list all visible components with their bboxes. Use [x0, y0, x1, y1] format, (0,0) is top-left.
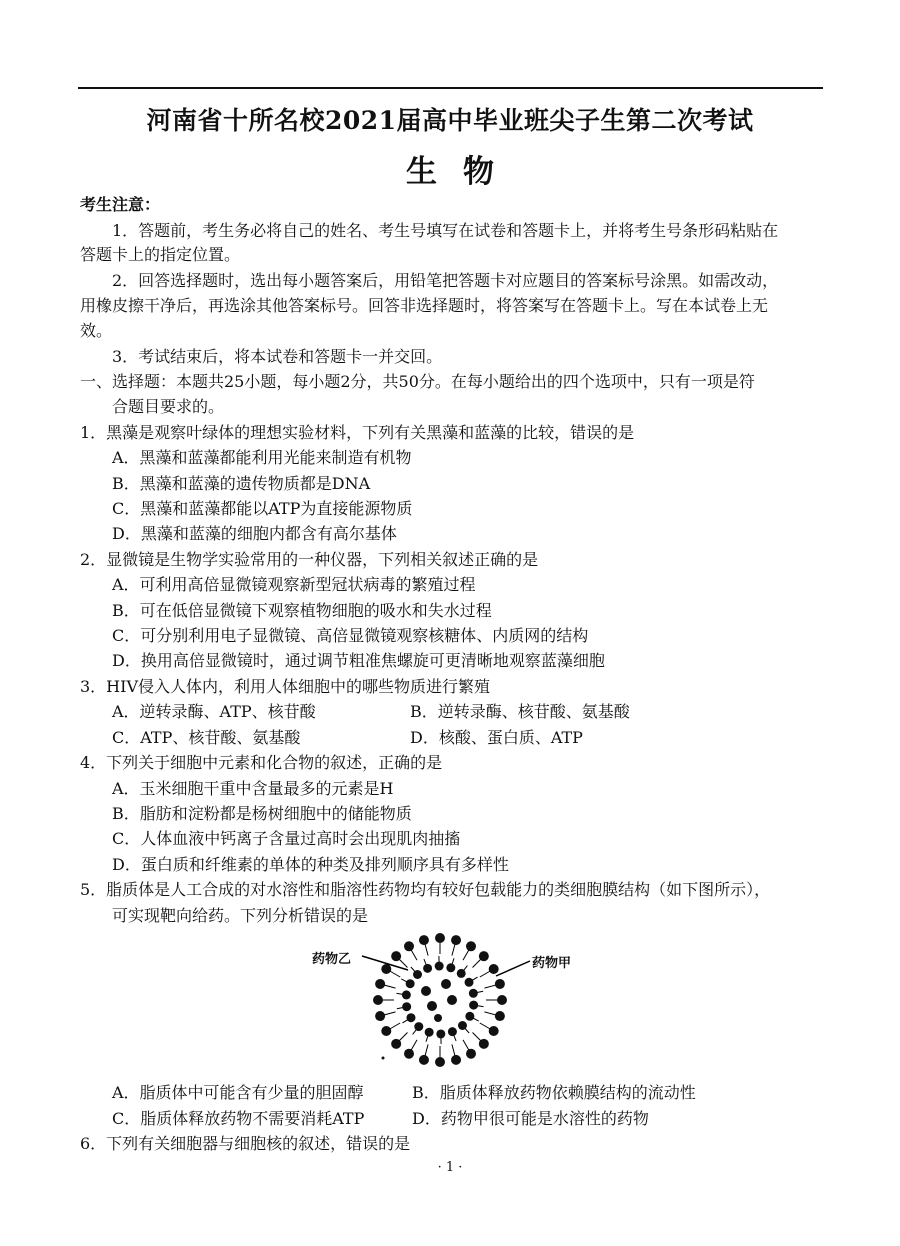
lipid-head [435, 1057, 445, 1067]
dot-mark [382, 1057, 385, 1060]
lipid-head [435, 933, 445, 943]
question-1-option-c: C．黑藻和蓝藻都能以ATP为直接能源物质 [112, 499, 413, 518]
question-5-stem: 5．脂质体是人工合成的对水溶性和脂溶性药物均有较好包载能力的类细胞膜结构（如下图所示）， [80, 880, 771, 899]
notice-item-3: 3．考试结束后，将本试卷和答题卡一并交回。 [112, 347, 443, 366]
inner-drug-dot [447, 995, 457, 1005]
question-2-option-c: C．可分别利用电子显微镜、高倍显微镜观察核糖体、内质网的结构 [112, 626, 589, 645]
lipid-head [465, 978, 474, 987]
question-3-option-b: B．逆转录酶、核苷酸、氨基酸 [410, 702, 630, 721]
question-3-stem: 3．HIV侵入人体内，利用人体细胞中的哪些物质进行繁殖 [80, 677, 491, 696]
lipid-head [469, 1001, 478, 1010]
exam-title: 河南省十所名校2021届高中毕业班尖子生第二次考试 [146, 106, 754, 135]
lipid-head [419, 1055, 429, 1065]
lipid-head [436, 1029, 445, 1038]
question-3-option-a: A．逆转录酶、ATP、核苷酸 [112, 702, 316, 721]
lipid-head [446, 963, 455, 972]
lipid-head [451, 1055, 461, 1065]
section-heading-cont: 合题目要求的。 [112, 397, 225, 416]
question-5-option-a: A．脂质体中可能含有少量的胆固醇 [112, 1083, 364, 1102]
lipid-head [469, 989, 478, 998]
lipid-head [391, 951, 401, 961]
lipid-head [414, 1022, 423, 1031]
question-1-option-d: D．黑藻和蓝藻的细胞内都含有高尔基体 [112, 524, 397, 543]
subject-title: 生物 [406, 154, 520, 190]
notice-item-2-cont: 用橡皮擦干净后，再选涂其他答案标号。回答非选择题时，将答案写在答题卡上。写在本试卷上无 [80, 296, 769, 315]
inner-drug-dot [434, 1014, 442, 1022]
lipid-head [381, 964, 391, 974]
notice-item-2-end: 效。 [80, 321, 113, 340]
lipid-head [381, 1026, 391, 1036]
question-3-option-c: C．ATP、核苷酸、氨基酸 [112, 728, 301, 747]
question-4-option-a: A．玉米细胞干重中含量最多的元素是H [112, 779, 394, 798]
lipid-head [465, 1012, 474, 1021]
header-rule [78, 87, 823, 89]
question-1-stem: 1．黑藻是观察叶绿体的理想实验材料，下列有关黑藻和蓝藻的比较，错误的是 [80, 423, 635, 442]
lipid-head [458, 1021, 467, 1030]
lipid-head [406, 1013, 415, 1022]
lipid-head [448, 1027, 457, 1036]
question-6-stem: 6．下列有关细胞器与细胞核的叙述，错误的是 [80, 1134, 411, 1153]
lipid-head [479, 951, 489, 961]
lipid-head [404, 941, 414, 951]
section-heading: 一、选择题：本题共25小题，每小题2分，共50分。在每小题给出的四个选项中，只有一项是符 [80, 372, 755, 391]
lipid-head [495, 1011, 505, 1021]
lipid-head [413, 970, 422, 979]
lipid-head [402, 990, 411, 999]
question-5-stem-cont: 可实现靶向给药。下列分析错误的是 [112, 906, 369, 925]
question-5-option-b: B．脂质体释放药物依赖膜结构的流动性 [412, 1083, 696, 1102]
lipid-head [466, 941, 476, 951]
figure-label-drug-a: 药物甲 [532, 956, 572, 971]
pointer-line-drug-a [496, 961, 530, 976]
lipid-head [451, 935, 461, 945]
lipid-head [375, 1011, 385, 1021]
inner-drug-dot [421, 986, 431, 996]
inner-drug-dot [427, 1001, 437, 1011]
question-3-option-d: D．核酸、蛋白质、ATP [410, 728, 583, 747]
lipid-head [489, 964, 499, 974]
notice-item-1: 1．答题前，考生务必将自己的姓名、考生号填写在试卷和答题卡上，并将考生号条形码粘贴在 [112, 221, 779, 240]
lipid-head [425, 1028, 434, 1037]
lipid-head [404, 1049, 414, 1059]
notice-item-2: 2．回答选择题时，选出每小题答案后，用铅笔把答题卡对应题目的答案标号涂黑。如需改动， [112, 271, 779, 290]
page-number: · 1 · [437, 1160, 463, 1175]
question-2-option-a: A．可利用高倍显微镜观察新型冠状病毒的繁殖过程 [112, 575, 476, 594]
lipid-head [489, 1026, 499, 1036]
lipid-head [457, 969, 466, 978]
question-1-option-b: B．黑藻和蓝藻的遗传物质都是DNA [112, 474, 371, 493]
lipid-head [375, 979, 385, 989]
lipid-head [466, 1049, 476, 1059]
liposome-figure [300, 928, 600, 1068]
question-4-option-d: D．蛋白质和纤维素的单体的种类及排列顺序具有多样性 [112, 855, 509, 874]
figure-label-drug-b: 药物乙 [312, 952, 352, 967]
lipid-head [402, 1002, 411, 1011]
question-4-stem: 4．下列关于细胞中元素和化合物的叙述，正确的是 [80, 753, 443, 772]
question-4-option-c: C．人体血液中钙离子含量过高时会出现肌肉抽搐 [112, 829, 461, 848]
lipid-head [497, 995, 507, 1005]
lipid-head [406, 979, 415, 988]
question-5-option-c: C．脂质体释放药物不需要消耗ATP [112, 1109, 365, 1128]
question-5-option-d: D．药物甲很可能是水溶性的药物 [412, 1109, 649, 1128]
liposome-diagram [300, 928, 600, 1068]
lipid-head [435, 962, 444, 971]
question-1-option-a: A．黑藻和蓝藻都能利用光能来制造有机物 [112, 448, 412, 467]
question-2-option-d: D．换用高倍显微镜时，通过调节粗准焦螺旋可更清晰地观察蓝藻细胞 [112, 651, 605, 670]
notice-heading: 考生注意： [80, 195, 161, 214]
lipid-head [419, 935, 429, 945]
lipid-head [391, 1039, 401, 1049]
question-4-option-b: B．脂肪和淀粉都是杨树细胞中的储能物质 [112, 804, 412, 823]
lipid-head [479, 1039, 489, 1049]
inner-drug-dot [441, 979, 451, 989]
lipid-head [373, 995, 383, 1005]
question-2-option-b: B．可在低倍显微镜下观察植物细胞的吸水和失水过程 [112, 601, 492, 620]
question-2-stem: 2．显微镜是生物学实验常用的一种仪器，下列相关叙述正确的是 [80, 550, 539, 569]
lipid-head [495, 979, 505, 989]
notice-item-1-cont: 答题卡上的指定位置。 [80, 245, 241, 264]
lipid-head [423, 964, 432, 973]
